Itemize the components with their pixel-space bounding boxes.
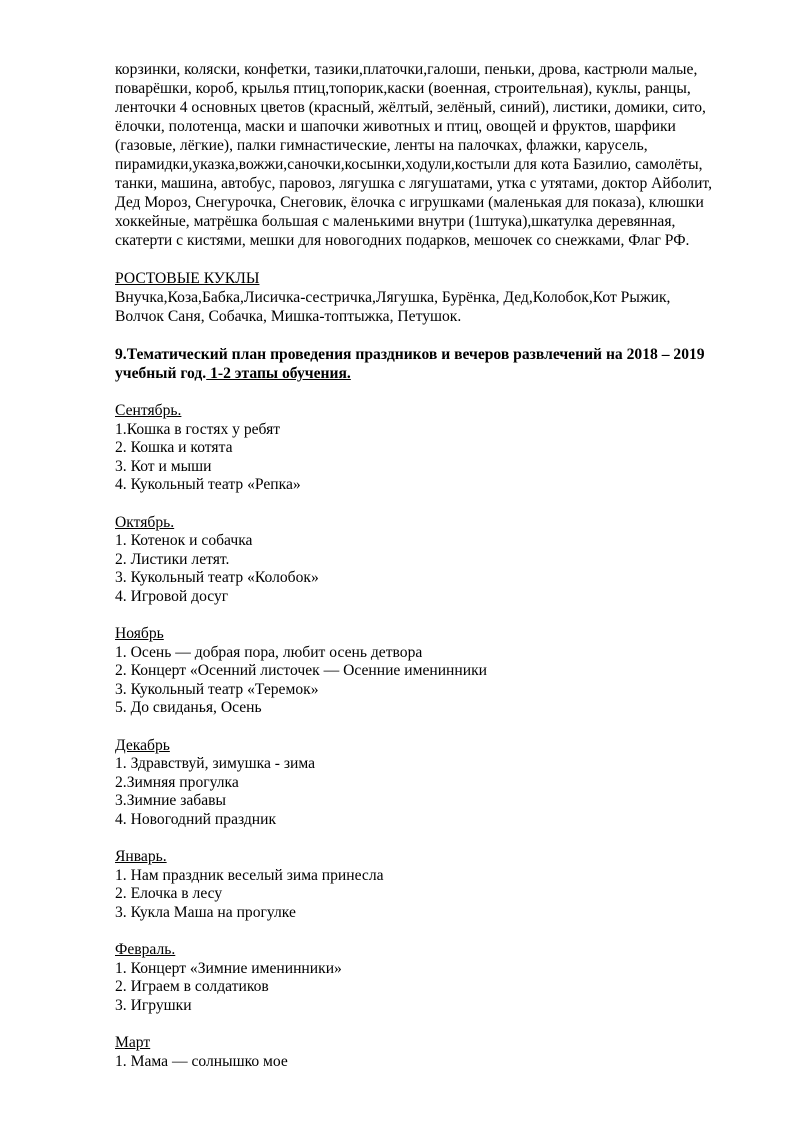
event-item: 2. Играем в солдатиков xyxy=(115,978,269,995)
props-line: танки, машина, автобус, паровоз, лягушка с лягушатами, утка с утятами, доктор Айболит, xyxy=(115,175,712,192)
month-heading: Ноябрь xyxy=(115,625,164,642)
event-item: 1.Кошка в гостях у ребят xyxy=(115,420,281,438)
event-item: 3. Кукольный театр «Колобок» xyxy=(115,569,319,586)
event-item: 1. Концерт «Зимние именинники» xyxy=(115,959,342,977)
event-item: 3. Игрушки xyxy=(115,996,192,1014)
props-line: (газовые, лёгкие), палки гимнастические, ленты на палочках, флажки, карусель, xyxy=(115,137,648,154)
props-paragraph xyxy=(115,60,755,250)
event-item: 3. Кукольный театр «Теремок» xyxy=(115,680,319,698)
event-item: 4. Новогодний праздник xyxy=(115,810,277,828)
month-section-september xyxy=(115,402,755,495)
plan-heading xyxy=(115,345,755,383)
event-item: 1. Мама — солнышко мое xyxy=(115,1052,288,1070)
month-section-march xyxy=(115,1034,755,1071)
month-heading: Март xyxy=(115,1034,151,1051)
props-line: корзинки, коляски, конфетки, тазики,платочки,галоши, пеньки, дрова, кастрюли малые, xyxy=(115,61,698,78)
dolls-heading: РОСТОВЫЕ КУКЛЫ xyxy=(115,270,260,287)
event-item: 3. Кот и мыши xyxy=(115,457,212,475)
event-item: 2. Елочка в лесу xyxy=(115,885,223,902)
props-line: пирамидки,указка,вожжи,саночки,косынки,ходули,костыли для кота Базилио, самолёты, xyxy=(115,156,703,173)
event-item: 2. Концерт «Осенний листочек — Осенние именинники xyxy=(115,662,488,679)
event-item: 2. Листики летят. xyxy=(115,550,230,568)
month-section-january xyxy=(115,848,755,922)
event-item: 1. Здравствуй, зимушка - зима xyxy=(115,755,316,772)
event-item: 5. До свиданья, Осень xyxy=(115,699,262,716)
month-heading: Октябрь. xyxy=(115,513,175,531)
plan-title-year: учебный год. xyxy=(115,365,207,382)
month-heading: Декабрь xyxy=(115,736,170,754)
month-heading: Сентябрь. xyxy=(115,402,182,419)
event-item: 1. Нам праздник веселый зима принесла xyxy=(115,866,384,884)
props-line: ёлочки, полотенца, маски и шапочки животных и птиц, овощей и фруктов, шарфики xyxy=(115,118,676,135)
event-item: 2. Кошка и котята xyxy=(115,439,233,456)
event-item: 1. Осень — добрая пора, любит осень детвора xyxy=(115,643,423,661)
month-section-december xyxy=(115,737,755,830)
event-item: 4. Кукольный театр «Репка» xyxy=(115,476,301,493)
month-section-november xyxy=(115,625,755,718)
props-line: поварёшки, короб, крылья птиц,топорик,каски (военная, строительная), куклы, ранцы, xyxy=(115,80,691,97)
props-line: ленточки 4 основных цветов (красный, жёлтый, зелёный, синий), листики, домики, сито, xyxy=(115,99,706,116)
plan-title-line1: 9.Тематический план проведения праздников и вечеров развлечений на 2018 – 2019 xyxy=(115,346,705,363)
plan-title-line2 xyxy=(115,364,755,383)
props-line: скатерти с кистями, мешки для новогодних подарков, мешочек со снежками, Флаг РФ. xyxy=(115,232,690,249)
event-item: 3.Зимние забавы xyxy=(115,792,227,809)
document-page xyxy=(115,60,755,1090)
month-heading: Январь. xyxy=(115,848,167,865)
event-item: 2.Зимняя прогулка xyxy=(115,773,239,791)
event-item: 3. Кукла Маша на прогулке xyxy=(115,903,296,921)
plan-title-stages: 1-2 этапы обучения. xyxy=(206,365,351,382)
dolls-line: Волчок Саня, Собачка, Мишка-топтыжка, Петушок. xyxy=(115,308,462,325)
dolls-line: Внучка,Коза,Бабка,Лисичка-сестричка,Лягушка, Бурёнка, Дед,Колобок,Кот Рыжик, xyxy=(115,289,671,306)
month-section-february xyxy=(115,941,755,1015)
month-section-october xyxy=(115,514,755,607)
event-item: 1. Котенок и собачка xyxy=(115,532,253,549)
props-line: хоккейные, матрёшка большая с маленькими внутри (1штука),шкатулка деревянная, xyxy=(115,213,676,230)
month-heading: Февраль. xyxy=(115,941,176,958)
dolls-section xyxy=(115,269,755,326)
event-item: 4. Игровой досуг xyxy=(115,587,229,605)
props-line: Дед Мороз, Снегурочка, Снеговик, ёлочка с игрушками (маленькая для показа), клюшки xyxy=(115,194,704,211)
